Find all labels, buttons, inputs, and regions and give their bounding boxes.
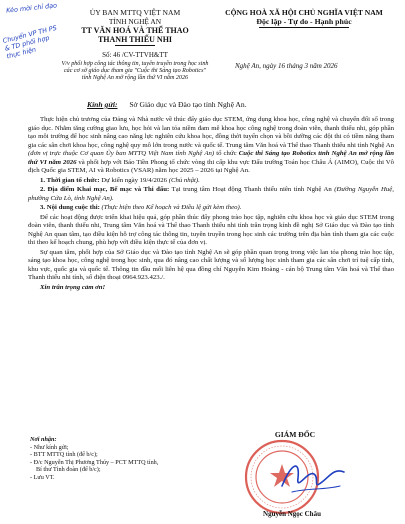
- paragraph-thanks: Sự quan tâm, phối hợp của Sở Giáo dục và Đào tạo tỉnh Nghệ An sẽ góp phần quan trọng trong việc lan tỏa phong trào học tập, sáng tạo khoa học, công nghệ trong học sinh, qua đó nâng cao chất lượng và số lượng học sinh tham gia các sân chơi trí tuệ cấp tỉnh, khu vực, quốc gia và quốc tế. Thông tin đầu mối liên hệ qua đồng chí Nguyễn Kim Hoàng - cán bộ Trung tâm Văn hoá và Thể thao Thanh thiếu nhi tỉnh, số điện thoại 0964.923.423./.: [28, 248, 394, 281]
- section-venue: [28, 186, 394, 203]
- recipient-item: - Như kính gửi;: [30, 443, 69, 451]
- org-line-2: TỈNH NGHỆ AN: [108, 17, 162, 26]
- section-time-text: Dự kiến ngày 19/4/2026: [101, 176, 168, 184]
- intro-italic: (đơn vị trực thuộc Cơ quan Ủy ban MTTQ Việt Nam tỉnh Nghệ An): [28, 150, 215, 157]
- intro-mid: tổ chức: [216, 150, 237, 157]
- recipient-line: [87, 100, 247, 109]
- section-content: [28, 204, 394, 213]
- handwritten-note-side: Chuyển VP TH PS & TD phối hợp thực hiện: [1, 23, 58, 61]
- handwritten-note-top: Kéo mời chỉ đạo: [5, 1, 58, 15]
- signer-title: GIÁM ĐỐC: [274, 430, 316, 439]
- recipient-item: - BTT MTTQ tỉnh (để b/c);: [30, 451, 98, 459]
- section-time-label: 1. Thời gian tổ chức:: [40, 176, 100, 184]
- recipient-name: Sở Giáo dục và Đào tạo tỉnh Nghệ An.: [129, 100, 247, 109]
- recipient-label: Kính gửi:: [87, 100, 118, 109]
- section-content-note: (Thực hiện theo Kế hoạch và Điều lệ gửi kèm theo).: [101, 204, 242, 211]
- recipients-heading: Nơi nhận:: [30, 436, 57, 443]
- contest-name: Cuộc thi Sáng tạo Robotics tỉnh Nghệ An mở rộng lần thứ VI năm 2026: [28, 150, 395, 166]
- org-line-4: THANH THIẾU NHI: [97, 35, 173, 44]
- nation-motto: Độc lập - Tự do - Hạnh phúc: [256, 17, 352, 26]
- section-venue-note: (Đường Nguyễn Huệ, phường Cửa Lò, tỉnh Nghệ An).: [28, 186, 394, 202]
- recipients-list: [30, 436, 158, 482]
- recipient-item: - Đ/c Nguyễn Thị Phương Thúy – PCT MTTQ tỉnh,: [30, 458, 159, 466]
- doc-subject: V/v phối hợp công tác thông tin, tuyên truyền trong học sinh các cơ sở giáo dục tham gia "Cuộc thi Sáng tạo Robotics" tỉnh Nghệ An mở rộng lần thứ VI năm 2026: [61, 61, 209, 81]
- section-content-label: 3. Nội dung cuộc thi:: [40, 204, 100, 211]
- intro-text: Thực hiện chủ trương của Đảng và Nhà nước về thúc đẩy giáo dục STEM, ứng dụng khoa học, công nghệ và chuyển đổi số trong giáo dục. Nhằm tăng cường giao lưu, học hỏi và lan tỏa niềm đam mê khoa học công nghệ trong đoàn viên, thanh thiếu nhi, góp phần tạo môi trường để học sinh nâng cao năng lực nghiên cứu khoa học, đồng thời tuyển chọn và bồi dưỡng các đội thi có tiềm năng tham gia các sân chơi khoa học, công nghệ quy mô lớn trong nước và quốc tế. Trung tâm Văn hoá và Thể thao Thanh thiếu nhi tỉnh Nghệ An: [28, 116, 394, 149]
- header-left-rule: [115, 45, 155, 46]
- intro-end: và phối hợp với Báo Tiền Phong tổ chức vòng thi cấp khu vực Đấu trường Toán học Châu Á (AIMO), Cuộc thi Vô địch Quốc gia STEM, AI và Robotics (VSAR) năm học 2025 – 2026 tại Nghệ An.: [28, 158, 395, 174]
- section-venue-label: 2. Địa điểm Khai mạc, Bế mạc và Thi đấu:: [40, 186, 170, 193]
- letter-body: [28, 116, 394, 293]
- header-right: [208, 8, 400, 28]
- header-left: [60, 8, 210, 82]
- header-right-rule: [259, 27, 349, 28]
- closing-line: Xin trân trọng cảm ơn!: [40, 283, 106, 291]
- paragraph-request: Để các hoạt động được triển khai hiệu quả, góp phần thúc đẩy phong trào học tập, nghiên cứu khoa học và giáo dục STEM trong đoàn viên, thanh thiếu nhi, Trung tâm Văn hoá và Thể thao Thanh thiếu nhi tỉnh trân trọng kính đề nghị Sở Giáo dục và Đào tạo tỉnh Nghệ An quan tâm, tạo điều kiện hỗ trợ công tác thông tin, tuyên truyền trong học sinh các trường trên địa bàn tỉnh tham gia các cuộc thi theo kế hoạch chung, phù hợp với điều kiện thực tế của đơn vị.: [28, 213, 394, 246]
- paragraph-intro: [28, 116, 394, 176]
- section-time-note: (Chủ nhật).: [168, 176, 200, 184]
- signature-icon: [278, 452, 348, 502]
- signer-name: Nguyễn Ngọc Châu: [263, 510, 321, 518]
- recipient-item: Bí thư Tỉnh đoàn (để b/c);: [36, 466, 101, 474]
- doc-number: Số: 46 /CV-TTVH&TT: [102, 51, 168, 59]
- section-venue-text: Tại trung tâm Hoạt động Thanh thiếu niên tỉnh Nghệ An: [171, 186, 332, 193]
- section-time: [28, 177, 394, 186]
- org-line-1: ỦY BAN MTTQ VIỆT NAM: [89, 8, 181, 17]
- nation-title: CỘNG HOÀ XÃ HỘI CHỦ NGHĨA VIỆT NAM: [225, 8, 383, 17]
- recipient-item: - Lưu VT.: [30, 473, 55, 481]
- org-line-3: TT VĂN HOÁ VÀ THỂ THAO: [81, 26, 189, 35]
- doc-date: Nghệ An, ngày 16 tháng 3 năm 2026: [235, 62, 338, 70]
